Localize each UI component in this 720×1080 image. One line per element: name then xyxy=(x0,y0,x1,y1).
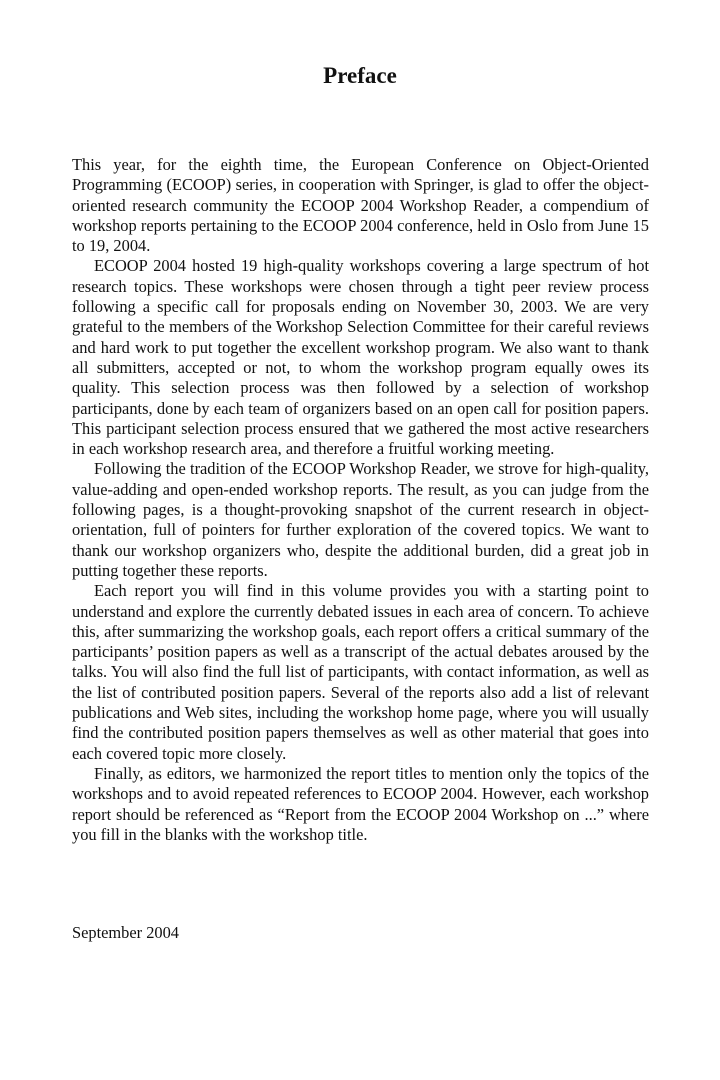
paragraph-workshops: ECOOP 2004 hosted 19 high-quality workshops covering a large spectrum of hot research topics. These workshops were chosen through a tight peer review process following a specific call for proposals ending on November 30, 2003. We are very grateful to the members of the Workshop Selection Committee for their careful reviews and hard work to put together the excellent workshop program. We also want to thank all submitters, accepted or not, to whom the workshop program equally owes its quality. This selection process was then followed by a selection of workshop participants, done by each team of organizers based on an open call for position papers. This participant selection process ensured that we gathered the most active researchers in each workshop research area, and therefore a fruitful working meeting. xyxy=(72,256,649,459)
signature-date: September 2004 xyxy=(72,923,179,942)
preface-body xyxy=(72,155,649,845)
paragraph-intro: This year, for the eighth time, the European Conference on Object-Oriented Programming (ECOOP) series, in cooperation with Springer, is glad to offer the object-oriented research community the ECOOP 2004 Workshop Reader, a compendium of workshop reports pertaining to the ECOOP 2004 conference, held in Oslo from June 15 to 19, 2004. xyxy=(72,155,649,256)
paragraph-referencing: Finally, as editors, we harmonized the report titles to mention only the topics of the workshops and to avoid repeated references to ECOOP 2004. However, each workshop report should be referenced as “Report from the ECOOP 2004 Workshop on ...” where you fill in the blanks with the workshop title. xyxy=(72,763,649,844)
paragraph-tradition: Following the tradition of the ECOOP Workshop Reader, we strove for high-quality, value-adding and open-ended workshop reports. The result, as you can judge from the following pages, is a thought-provoking snapshot of the current research in object-orientation, full of pointers for further exploration of the covered topics. We want to thank our workshop organizers who, despite the additional burden, did a great job in putting together these reports. xyxy=(72,459,649,580)
paragraph-report-contents: Each report you will find in this volume provides you with a starting point to understand and explore the currently debated issues in each area of concern. To achieve this, after summarizing the workshop goals, each report offers a critical summary of the participants’ position papers as well as a transcript of the actual debates aroused by the talks. You will also find the full list of participants, with contact information, as well as the list of contributed position papers. Several of the reports also add a list of relevant publications and Web sites, including the workshop home page, where you will usually find the contributed position papers themselves as well as other material that goes into each covered topic more closely. xyxy=(72,581,649,763)
page-title: Preface xyxy=(323,63,397,88)
